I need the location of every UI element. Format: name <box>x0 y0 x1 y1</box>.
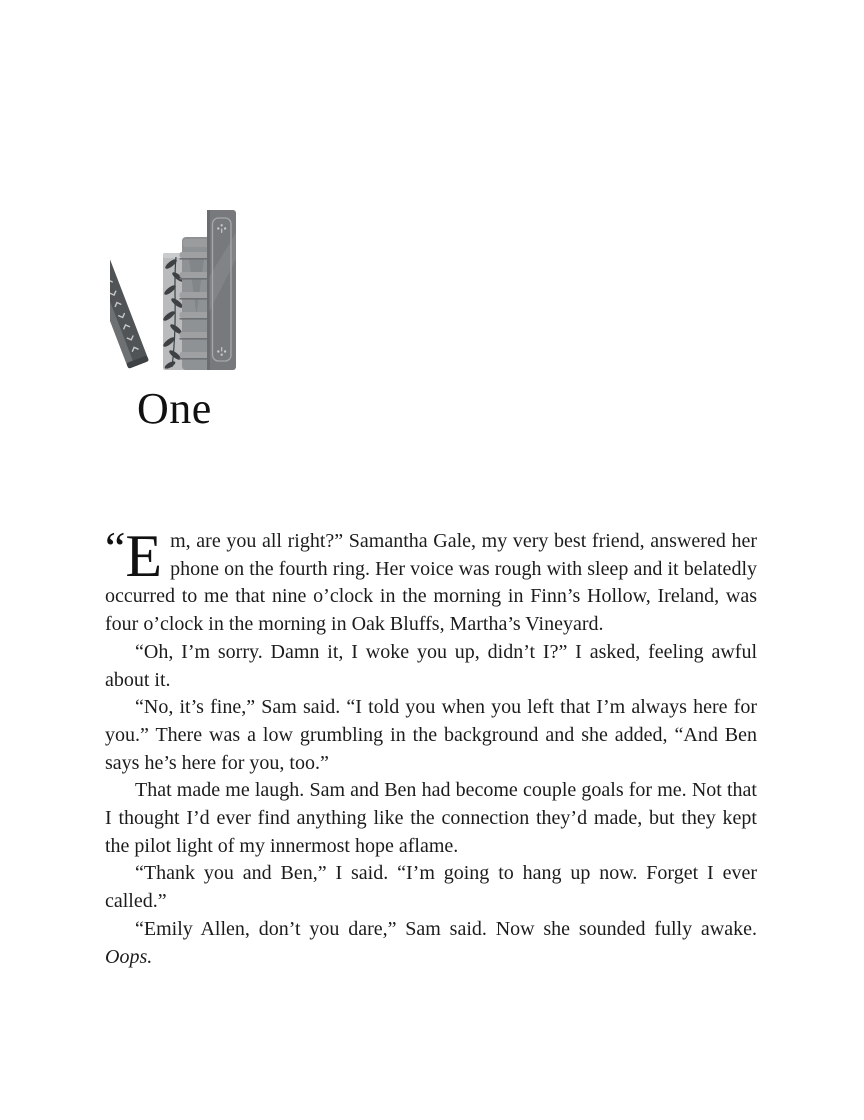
paragraph-text: “Oh, I’m sorry. Damn it, I woke you up, didn’t I?” I asked, feeling awful about it. <box>105 640 757 691</box>
paragraph <box>105 639 757 694</box>
stacked-books-icon <box>110 207 237 371</box>
paragraph-text: “Emily Allen, don’t you dare,” Sam said. Now she sounded fully awake. <box>135 917 757 940</box>
chapter-header <box>0 0 864 433</box>
paragraph <box>105 860 757 915</box>
paragraph-first <box>105 522 757 639</box>
paragraph <box>105 694 757 777</box>
paragraph-text: “Thank you and Ben,” I said. “I’m going to hang up now. Forget I ever called.” <box>105 862 757 913</box>
ridged-book <box>180 237 212 370</box>
paragraph <box>105 777 757 860</box>
paragraph-text: That made me laugh. Sam and Ben had become couple goals for me. Not that I thought I’d ever find anything like the connection they’d made, but they kept the pilot light of my innermost hope aflame. <box>105 779 757 857</box>
paragraph-italic-text: Oops. <box>105 945 153 968</box>
paragraph-text: “No, it’s fine,” Sam said. “I told you when you left that I’m always here for you.” There was a low grumbling in the background and she added, “And Ben says he’s here for you, too.” <box>105 696 757 774</box>
drop-cap-letter: E <box>125 523 163 589</box>
chapter-body <box>105 522 757 971</box>
tall-book <box>207 210 236 370</box>
drop-cap <box>105 522 163 589</box>
chapter-title: One <box>137 384 212 433</box>
paragraph-text: m, are you all right?” Samantha Gale, my very best friend, answered her phone on the fourth ring. Her voice was rough with sleep and it belatedly occurred to me that nine o’clock in the morning in Finn’s Hollow, Ireland, was four o’clock in the morning in Oak Bluffs, Martha’s Vineyard. <box>105 530 757 636</box>
paragraph-last <box>105 916 757 971</box>
drop-cap-quote: “ <box>105 522 124 573</box>
leaning-book <box>110 254 149 368</box>
